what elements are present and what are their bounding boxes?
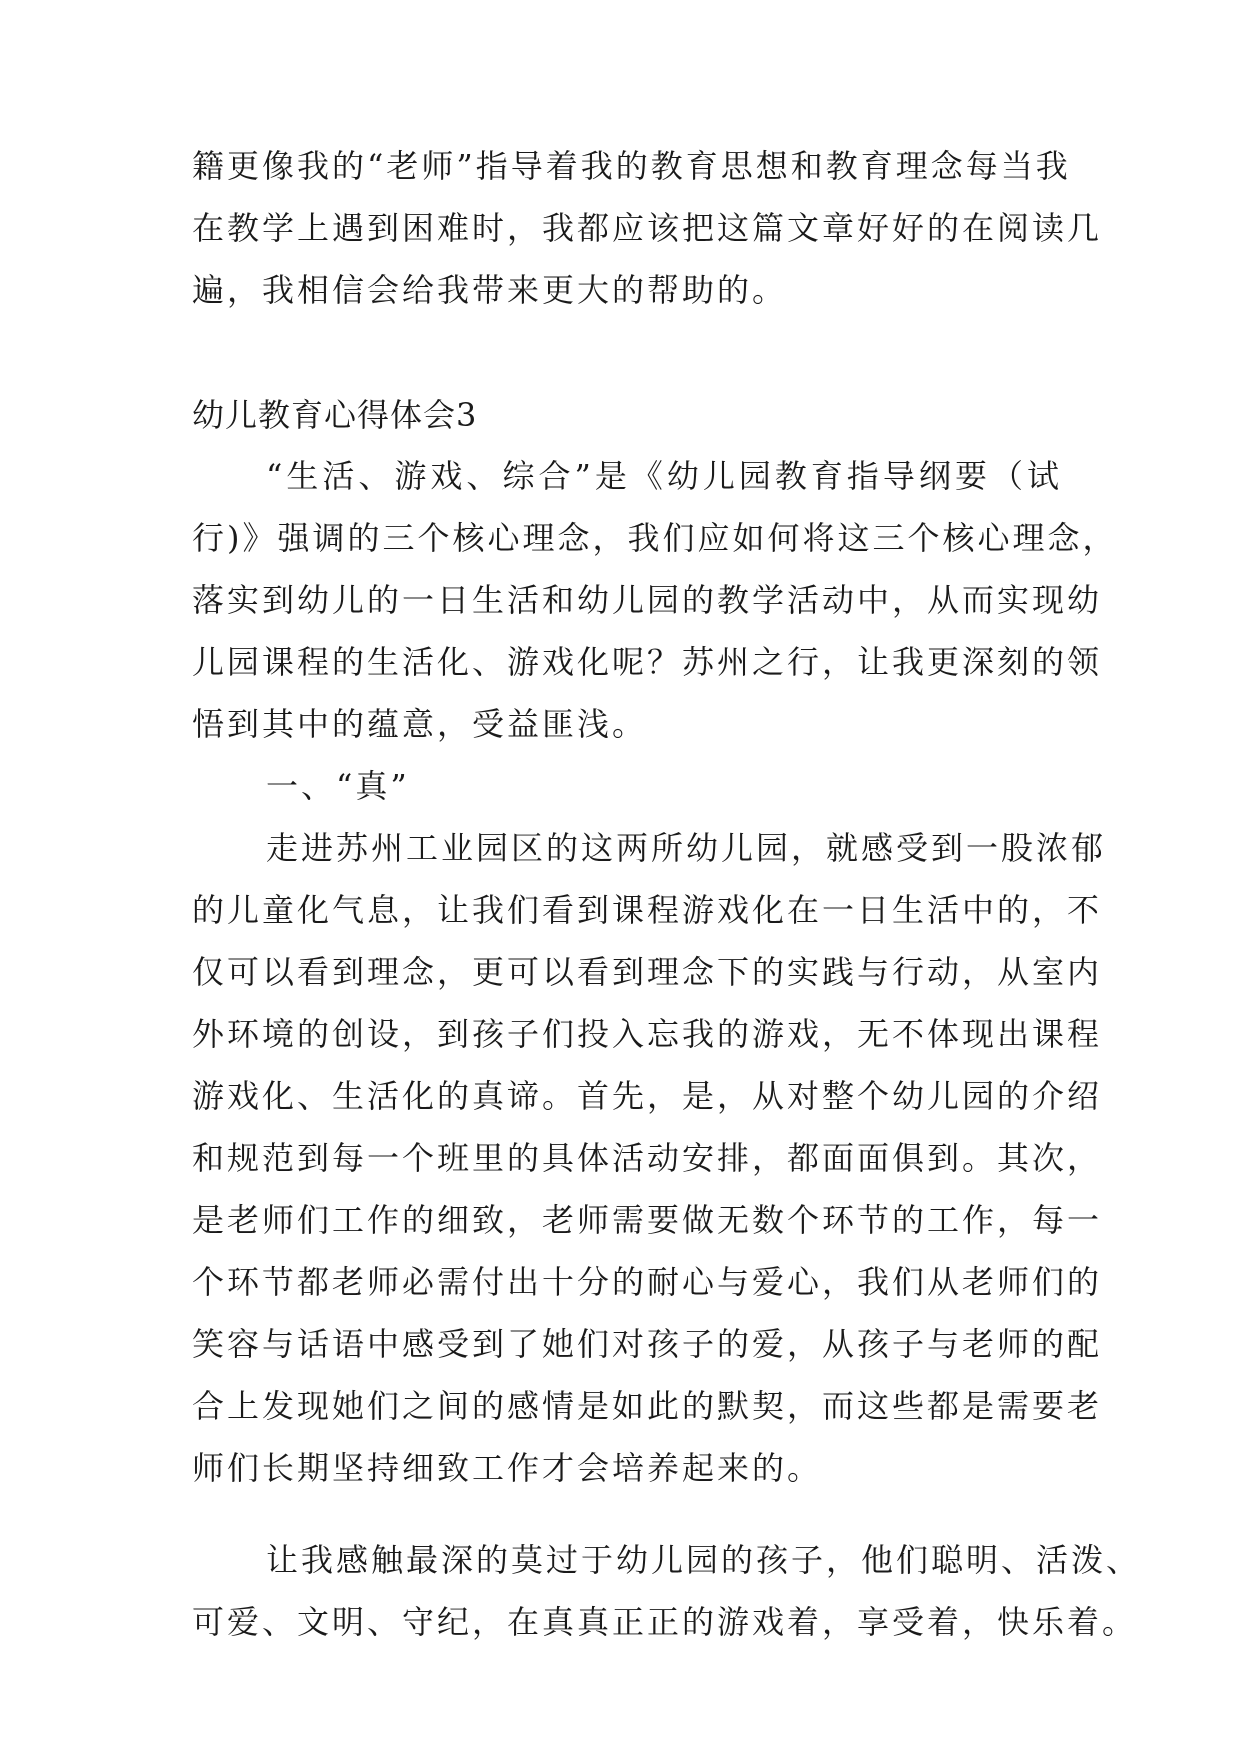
paragraph-line: 的儿童化气息，让我们看到课程游戏化在一日生活中的，不 [192, 891, 1103, 929]
paragraph-line: 游戏化、生活化的真谛。首先，是，从对整个幼儿园的介绍 [192, 1077, 1103, 1115]
paragraph-line: 行)》强调的三个核心理念，我们应如何将这三个核心理念， [192, 519, 1118, 557]
paragraph-line: 走进苏州工业园区的这两所幼儿园，就感受到一股浓郁 [266, 829, 1107, 867]
paragraph-line: 落实到幼儿的一日生活和幼儿园的教学活动中，从而实现幼 [192, 581, 1103, 619]
section-heading: 幼儿教育心得体会3 [192, 396, 478, 434]
paragraph-line: 师们长期坚持细致工作才会培养起来的。 [192, 1449, 823, 1487]
subheading: 一、“真” [266, 767, 410, 805]
paragraph-line: 仅可以看到理念，更可以看到理念下的实践与行动，从室内 [192, 953, 1103, 991]
paragraph-line: 遍，我相信会给我带来更大的帮助的。 [192, 271, 788, 309]
paragraph-line: 笑容与话语中感受到了她们对孩子的爱，从孩子与老师的配 [192, 1325, 1103, 1363]
paragraph-line: 可爱、文明、守纪，在真真正正的游戏着，享受着，快乐着。 [192, 1603, 1138, 1641]
paragraph-line: 在教学上遇到困难时，我都应该把这篇文章好好的在阅读几 [192, 209, 1103, 247]
paragraph-line: 悟到其中的蕴意，受益匪浅。 [192, 705, 648, 743]
paragraph-line: 儿园课程的生活化、游戏化呢？苏州之行，让我更深刻的领 [192, 643, 1103, 681]
paragraph-line: 籍更像我的“老师”指导着我的教育思想和教育理念每当我 [192, 147, 1071, 185]
paragraph-line: 让我感触最深的莫过于幼儿园的孩子，他们聪明、活泼、 [266, 1541, 1142, 1579]
paragraph-line: 合上发现她们之间的感情是如此的默契，而这些都是需要老 [192, 1387, 1103, 1425]
paragraph-line: 外环境的创设，到孩子们投入忘我的游戏，无不体现出课程 [192, 1015, 1103, 1053]
paragraph-line: 个环节都老师必需付出十分的耐心与爱心，我们从老师们的 [192, 1263, 1103, 1301]
paragraph-line: 是老师们工作的细致，老师需要做无数个环节的工作，每一 [192, 1201, 1103, 1239]
paragraph-line: 和规范到每一个班里的具体活动安排，都面面俱到。其次， [192, 1139, 1103, 1177]
paragraph-line: “生活、游戏、综合”是《幼儿园教育指导纲要（试 [266, 457, 1062, 495]
